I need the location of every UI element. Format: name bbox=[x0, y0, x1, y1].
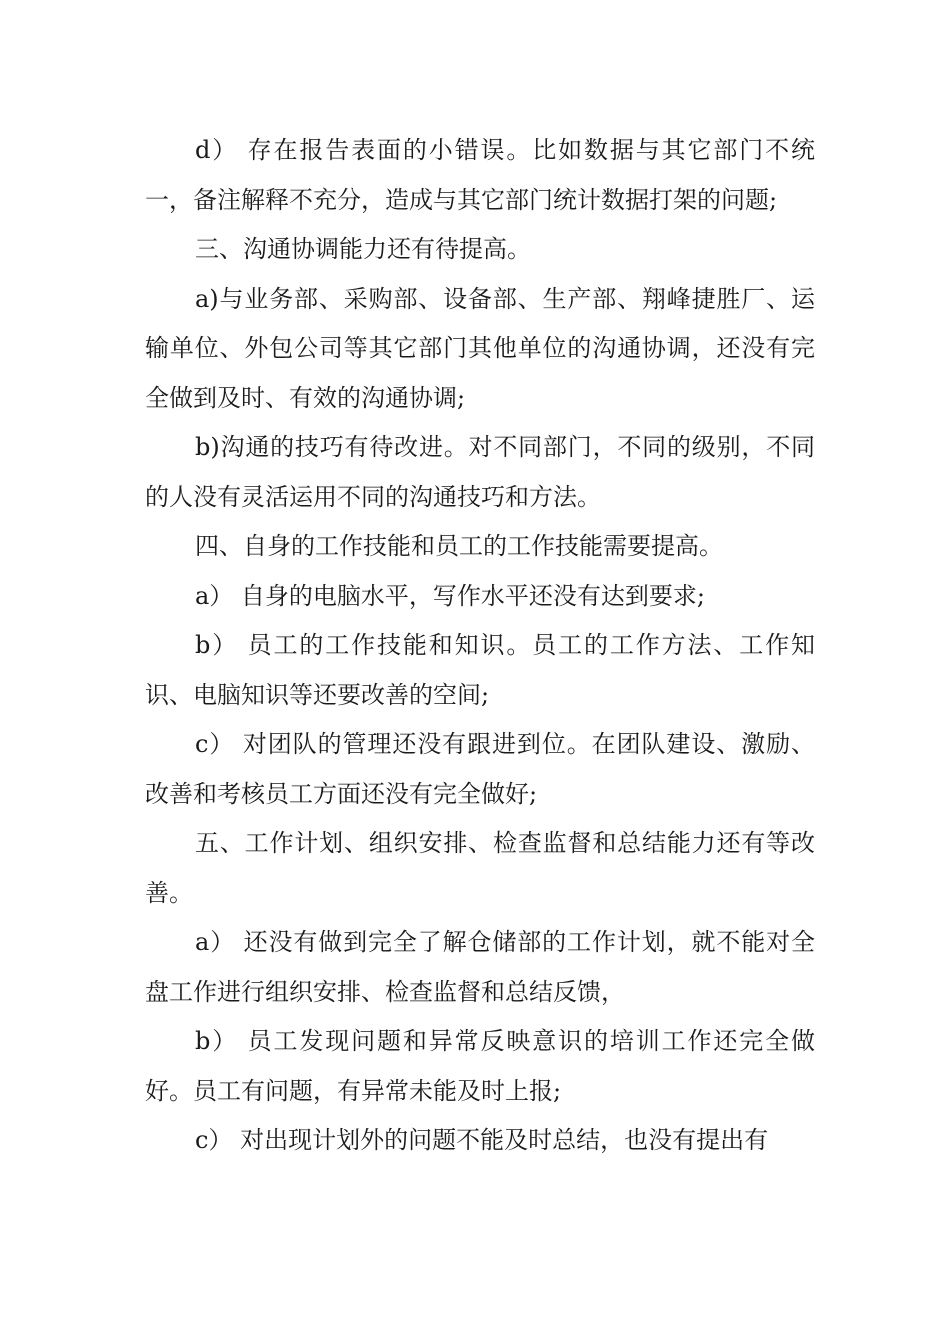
paragraph-5b: b） 员工发现问题和异常反映意识的培训工作还完全做好。员工有问题，有异常未能及时上报; bbox=[145, 1027, 815, 1105]
heading-section-3: 三、沟通协调能力还有待提高。 bbox=[195, 235, 531, 263]
paragraph-4a: a） 自身的电脑水平，写作水平还没有达到要求; bbox=[195, 581, 706, 610]
paragraph-3b: b)沟通的技巧有待改进。对不同部门，不同的级别，不同的人没有灵活运用不同的沟通技巧和方法。 bbox=[145, 433, 815, 511]
document-body bbox=[145, 126, 815, 1166]
paragraph-3a: a)与业务部、采购部、设备部、生产部、翔峰捷胜厂、运输单位、外包公司等其它部门其他单位的沟通协调，还没有完全做到及时、有效的沟通协调; bbox=[145, 284, 815, 412]
heading-section-4: 四、自身的工作技能和员工的工作技能需要提高。 bbox=[195, 532, 723, 560]
heading-section-5: 五、工作计划、组织安排、检查监督和总结能力还有等改善。 bbox=[145, 829, 815, 907]
paragraph-5c: c） 对出现计划外的问题不能及时总结，也没有提出有 bbox=[195, 1126, 769, 1154]
paragraph-4b: b） 员工的工作技能和知识。员工的工作方法、工作知识、电脑知识等还要改善的空间; bbox=[145, 631, 815, 709]
paragraph-4c: c） 对团队的管理还没有跟进到位。在团队建设、激励、改善和考核员工方面还没有完全做好; bbox=[145, 730, 815, 808]
paragraph-d-report-errors: d） 存在报告表面的小错误。比如数据与其它部门不统一，备注解释不充分，造成与其它部门统计数据打架的问题; bbox=[145, 136, 815, 214]
paragraph-5a: a） 还没有做到完全了解仓储部的工作计划，就不能对全盘工作进行组织安排、检查监督和总结反馈， bbox=[145, 928, 815, 1006]
